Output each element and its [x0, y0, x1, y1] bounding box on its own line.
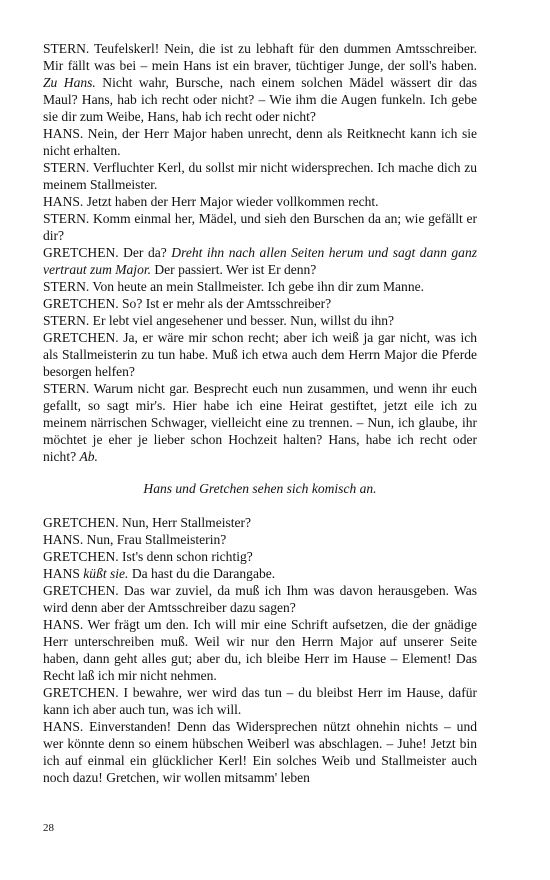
dialogue-paragraph	[43, 380, 477, 465]
dialogue-block-bottom	[43, 514, 477, 786]
dialogue-text: HANS. Nein, der Herr Major haben unrecht, denn als Reitknecht kann ich sie nicht erhalten.	[43, 126, 477, 158]
dialogue-paragraph	[43, 312, 477, 329]
dialogue-text: HANS. Einverstanden! Denn das Widersprechen nützt ohnehin nichts – und wer könnte denn so einem hübschen Weiberl was abschlagen. – Juhe! Jetzt bin ich auf einmal ein glücklicher Kerl! Ein solches Weib und Stallmeister auch noch dazu! Gretchen, wir wollen mitsamm' leben	[43, 719, 477, 785]
dialogue-paragraph	[43, 616, 477, 684]
dialogue-paragraph	[43, 159, 477, 193]
dialogue-text: HANS. Nun, Frau Stallmeisterin?	[43, 532, 227, 547]
dialogue-text: STERN. Von heute an mein Stallmeister. Ich gebe ihn dir zum Manne.	[43, 279, 424, 294]
dialogue-text: STERN. Er lebt viel angesehener und besser. Nun, willst du ihn?	[43, 313, 395, 328]
dialogue-paragraph	[43, 718, 477, 786]
dialogue-text: GRETCHEN. Nun, Herr Stallmeister?	[43, 515, 252, 530]
dialogue-text: STERN. Teufelskerl! Nein, die ist zu lebhaft für den dummen Amtsschreiber. Mir fällt was bei – mein Hans ist ein braver, tüchtiger Junge, der soll's haben.	[43, 41, 477, 73]
dialogue-paragraph	[43, 531, 477, 548]
stage-note-inline: küßt sie.	[83, 566, 129, 581]
stage-direction: Hans und Gretchen sehen sich komisch an.	[143, 481, 377, 496]
dialogue-text: HANS	[43, 566, 84, 581]
dialogue-text: GRETCHEN. I bewahre, wer wird das tun – du bleibst Herr im Hause, dafür kann ich aber auch tun, was ich will.	[43, 685, 477, 717]
dialogue-text: HANS. Wer frägt um den. Ich will mir eine Schrift aufsetzen, die der gnädige Herr unterschreiben muß. Weil wir nur den Herrn Major auf unserer Seite haben, dann geht alles gut; aber du, ich bleibe Herr im Hause – Element! Das Recht laß ich mir nicht nehmen.	[43, 617, 477, 683]
dialogue-paragraph	[43, 244, 477, 278]
dialogue-text: STERN. Verfluchter Kerl, du sollst mir nicht widersprechen. Ich mache dich zu meinem Stallmeister.	[43, 160, 477, 192]
dialogue-paragraph	[43, 684, 477, 718]
dialogue-paragraph	[43, 125, 477, 159]
page-number: 28	[43, 822, 54, 834]
dialogue-paragraph	[43, 565, 477, 582]
dialogue-paragraph	[43, 329, 477, 380]
dialogue-paragraph	[43, 278, 477, 295]
stage-note-inline: Zu Hans.	[43, 75, 96, 90]
dialogue-text: GRETCHEN. Der da?	[43, 245, 172, 260]
dialogue-paragraph	[43, 548, 477, 565]
dialogue-text: Da hast du die Darangabe.	[128, 566, 276, 581]
stage-note-inline: Ab.	[79, 449, 98, 464]
dialogue-text: GRETCHEN. So? Ist er mehr als der Amtsschreiber?	[43, 296, 332, 311]
dialogue-paragraph	[43, 40, 477, 125]
dialogue-paragraph	[43, 582, 477, 616]
dialogue-block-top	[43, 40, 477, 465]
page-text-block	[43, 40, 477, 786]
dialogue-text: STERN. Warum nicht gar. Besprecht euch nun zusammen, und wenn ihr euch gefallt, so sagt mir's. Hier habe ich eine Heirat gestiftet, jetzt eile ich zu meinem närrischen Schwager, vielleicht eine zu trennen. – Nun, ich glaube, ihr möchtet je eher je lieber schon Hochzeit halten? Hans, habe ich recht oder nicht?	[43, 381, 477, 464]
dialogue-text: Der passiert. Wer ist Er denn?	[151, 262, 317, 277]
dialogue-paragraph	[43, 210, 477, 244]
dialogue-text: STERN. Komm einmal her, Mädel, und sieh den Burschen da an; wie gefällt er dir?	[43, 211, 477, 243]
dialogue-paragraph	[43, 295, 477, 312]
dialogue-text: GRETCHEN. Das war zuviel, da muß ich Ihm was davon herausgeben. Was wird denn aber der Amtsschreiber dazu sagen?	[43, 583, 477, 615]
dialogue-paragraph	[43, 514, 477, 531]
dialogue-text: Nicht wahr, Bursche, nach einem solchen Mädel wässert dir das Maul? Hans, hab ich recht oder nicht? – Wie ihm die Augen funkeln. Ich gebe sie dir zum Weibe, Hans, hab ich recht oder nicht?	[43, 75, 477, 124]
dialogue-paragraph	[43, 193, 477, 210]
dialogue-text: HANS. Jetzt haben der Herr Major wieder vollkommen recht.	[43, 194, 379, 209]
dialogue-text: GRETCHEN. Ja, er wäre mir schon recht; aber ich weiß ja gar nicht, was ich als Stallmeisterin zu tun habe. Muß ich etwa auch dem Herrn Major die Pferde besorgen helfen?	[43, 330, 477, 379]
stage-note-inline: Dreht ihn nach allen Seiten herum und sagt dann ganz vertraut zum Major.	[43, 245, 477, 277]
dialogue-text: GRETCHEN. Ist's denn schon richtig?	[43, 549, 253, 564]
